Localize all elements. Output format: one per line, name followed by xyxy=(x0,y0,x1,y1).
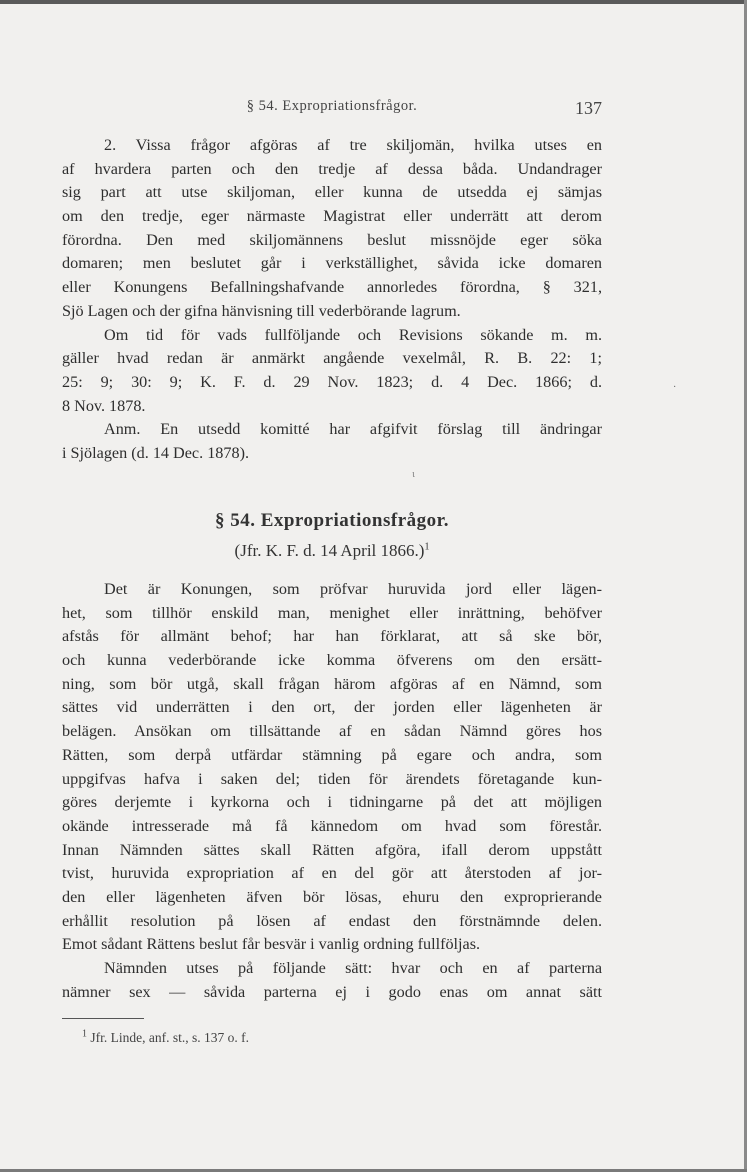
footnote-text: Jfr. Linde, anf. st., s. 137 o. f. xyxy=(90,1030,249,1045)
paragraph-skiljoman xyxy=(62,134,602,466)
text-line: eller Konungens Befallningshafvande annorledes förordna, § 321, xyxy=(62,278,602,297)
footnote-reference[interactable]: 1 xyxy=(424,541,430,553)
footnote xyxy=(82,1030,249,1046)
text-line: Sjö Lagen och der gifna hänvisning till vederbörande lagrum. xyxy=(62,301,461,320)
text-line: nämner sex — såvida parterna ej i godo enas om annat sätt xyxy=(62,982,602,1001)
text-line: gäller hvad redan är anmärkt angående vexelmål, R. B. 22: 1; xyxy=(62,349,602,368)
text-line: afstås för allmänt behof; har han förklarat, att så ske bör, xyxy=(62,627,602,646)
text-line: domaren; men beslutet går i verkställighet, såvida icke domaren xyxy=(62,254,602,273)
text-line: Om tid för vads fullföljande och Revisions sökande m. m. xyxy=(104,325,602,344)
text-line: ning, som bör utgå, skall frågan härom afgöras af en Nämnd, som xyxy=(62,674,602,693)
text-line: okände intresserade må få kännedom om hvad som förestår. xyxy=(62,816,602,835)
text-line: Det är Konungen, som pröfvar huruvida jord eller lägen- xyxy=(104,580,602,598)
footnote-rule xyxy=(62,1018,144,1019)
running-head xyxy=(62,98,602,122)
running-head-title: § 54. Expropriationsfrågor. xyxy=(246,98,418,114)
text-line: 2. Vissa frågor afgöras af tre skiljomän, hvilka utses en xyxy=(104,136,602,154)
text-line: om den tredje, eger närmaste Magistrat eller underrätt att derom xyxy=(62,207,602,226)
text-line: och kunna vederbörande icke komma öfverens om den ersätt- xyxy=(62,651,602,670)
text-line: uppgifvas hafva i saken del; tiden för ärendets företagande kun- xyxy=(62,769,602,788)
text-line: göres derjemte i kyrkorna och i tidningarne på det att möjligen xyxy=(62,793,602,812)
text-line: Innan Nämnden sättes skall Rätten afgöra, ifall derom uppstått xyxy=(62,840,602,859)
footnote-marker: 1 xyxy=(82,1028,87,1040)
text-line: tvist, huruvida expropriation af en del gör att återstoden af jor- xyxy=(62,864,602,883)
text-line: 8 Nov. 1878. xyxy=(62,396,146,415)
text-line: förordna. Den med skiljomännens beslut missnöjde eger söka xyxy=(62,230,602,249)
section-subheading-text: (Jfr. K. F. d. 14 April 1866.) xyxy=(234,541,425,560)
text-line: Rätten, som derpå utfärdar stämning på egare och andra, som xyxy=(62,745,602,764)
text-line: sig part att utse skiljoman, eller kunna de utsedda ej sämjas xyxy=(62,183,602,202)
text-line: den eller lägenheten äfven bör lösas, ehuru den exproprierande xyxy=(62,887,602,906)
text-line: Nämnden utses på följande sätt: hvar och en af parterna xyxy=(104,959,602,977)
text-line: Anm. En utsedd komitté har afgifvit förslag till ändringar xyxy=(104,420,602,439)
text-line: Emot sådant Rättens beslut får besvär i vanlig ordning fullföljas. xyxy=(62,935,481,954)
text-line: belägen. Ansökan om tillsättande af en sådan Nämnd göres hos xyxy=(62,722,602,741)
stray-mark: ι xyxy=(412,468,415,480)
text-line: het, som tillhör enskild man, menighet eller inrättning, behöfver xyxy=(62,603,602,622)
page-number: 137 xyxy=(575,98,602,118)
speck: · xyxy=(673,382,677,393)
section-heading: § 54. Expropriationsfrågor. xyxy=(214,510,450,531)
text-line: erhållit resolution på lösen af endast den förstnämnde delen. xyxy=(62,911,602,930)
text-line: sättes vid underrätten i den ort, der jorden eller lägenheten är xyxy=(62,698,602,717)
text-line: i Sjölagen (d. 14 Dec. 1878). xyxy=(62,443,250,462)
paragraph-expropriation xyxy=(62,578,602,1004)
section-subheading xyxy=(62,541,602,561)
page-edge-top xyxy=(0,0,747,4)
text-line: af hvardera parten och den tredje af dessa båda. Undandrager xyxy=(62,159,602,178)
text-line: 25: 9; 30: 9; K. F. d. 29 Nov. 1823; d. 4 Dec. 1866; d. xyxy=(62,372,602,391)
